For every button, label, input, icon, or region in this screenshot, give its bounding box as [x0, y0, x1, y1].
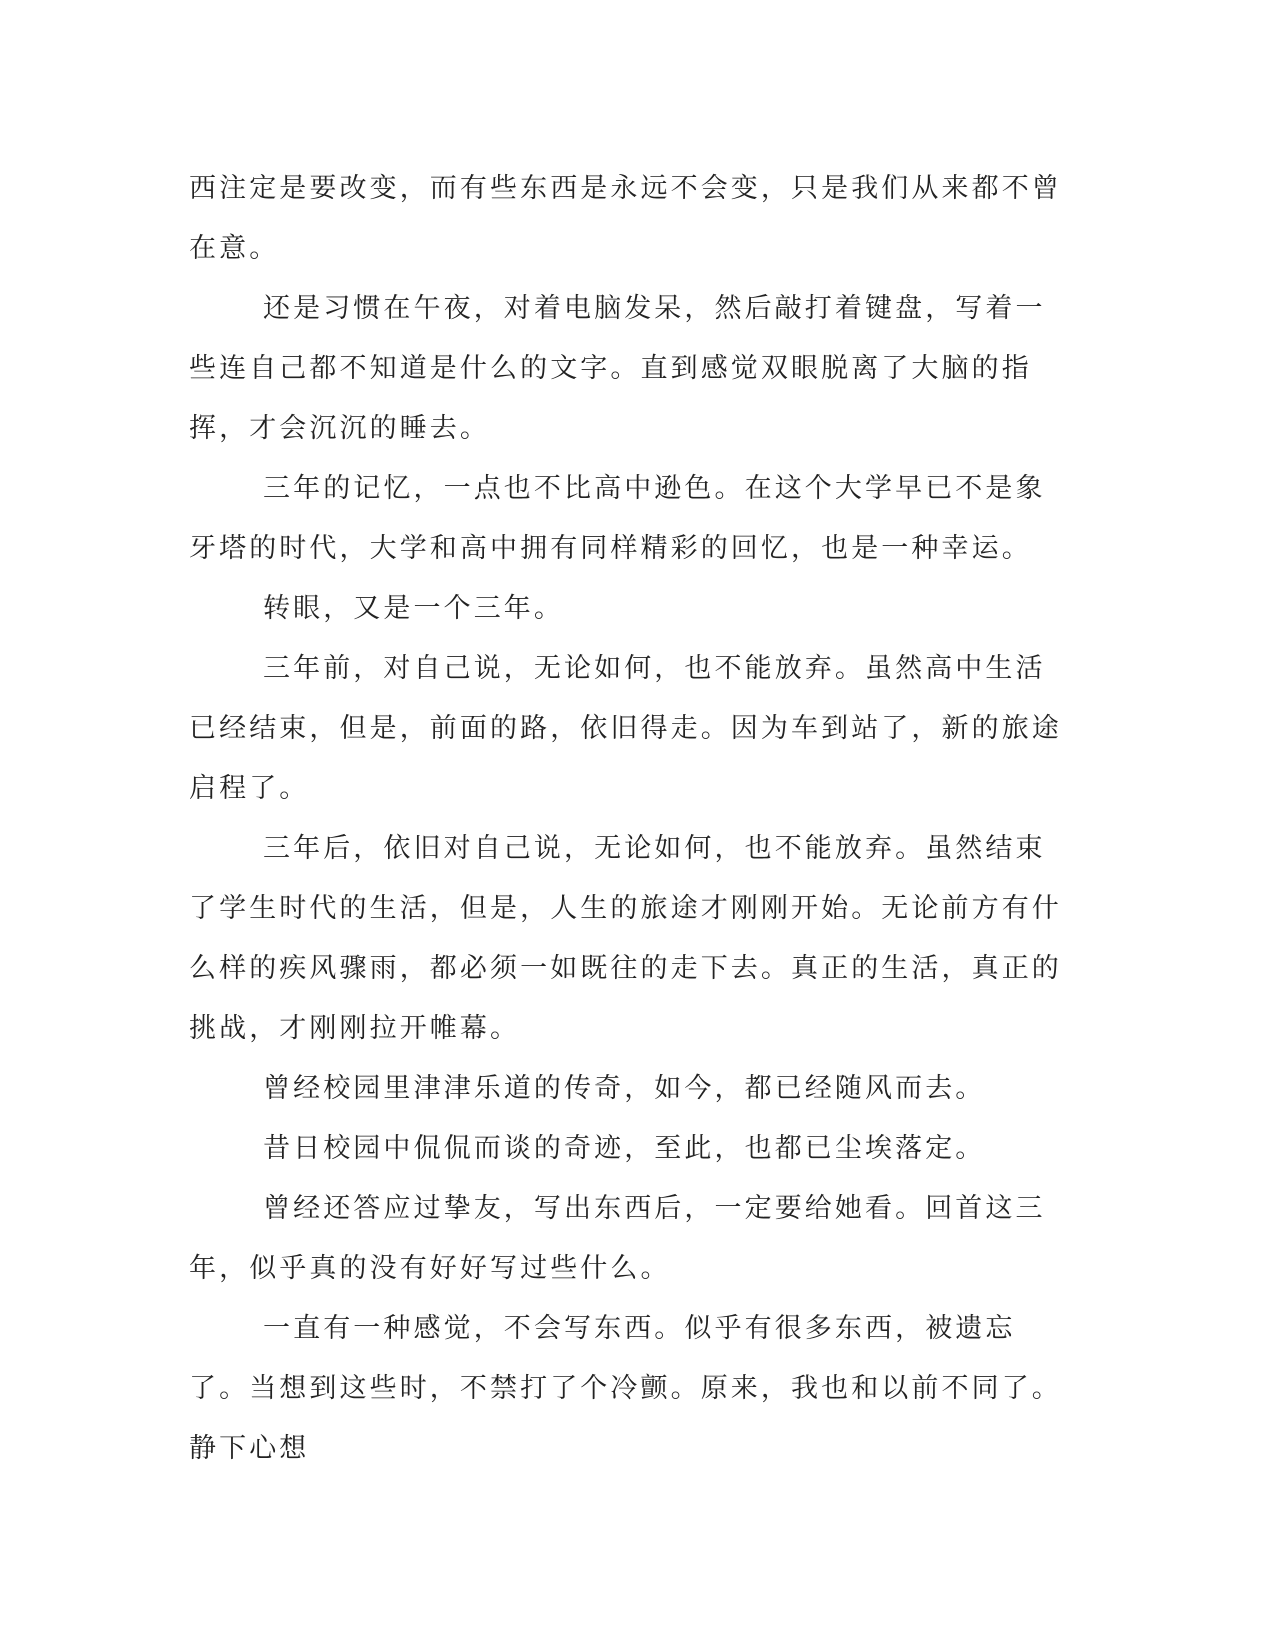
paragraph-5: 三年前，对自己说，无论如何，也不能放弃。虽然高中生活已经结束，但是，前面的路，依旧得走。因为车到站了，新的旅途启程了。 — [189, 653, 1062, 804]
paragraph-3: 三年的记忆，一点也不比高中逊色。在这个大学早已不是象牙塔的时代，大学和高中拥有同样精彩的回忆，也是一种幸运。 — [189, 473, 1046, 564]
paragraph-6: 三年后，依旧对自己说，无论如何，也不能放弃。虽然结束了学生时代的生活，但是，人生的旅途才刚刚开始。无论前方有什么样的疾风骤雨，都必须一如既往的走下去。真正的生活，真正的挑战，才刚刚拉开帷幕。 — [189, 833, 1062, 1044]
paragraph-9: 曾经还答应过挚友，写出东西后，一定要给她看。回首这三年，似乎真的没有好好写过些什么。 — [189, 1193, 1046, 1284]
paragraph-8: 昔日校园中侃侃而谈的奇迹，至此，也都已尘埃落定。 — [263, 1133, 986, 1164]
document-body — [189, 159, 1069, 1479]
paragraph-1: 西注定是要改变，而有些东西是永远不会变，只是我们从来都不曾在意。 — [189, 173, 1062, 264]
paragraph-4: 转眼，又是一个三年。 — [263, 593, 564, 624]
paragraph-7: 曾经校园里津津乐道的传奇，如今，都已经随风而去。 — [263, 1073, 986, 1104]
paragraph-10: 一直有一种感觉，不会写东西。似乎有很多东西，被遗忘了。当想到这些时，不禁打了个冷颤。原来，我也和以前不同了。静下心想 — [189, 1313, 1062, 1464]
paragraph-2: 还是习惯在午夜，对着电脑发呆，然后敲打着键盘，写着一些连自己都不知道是什么的文字。直到感觉双眼脱离了大脑的指挥，才会沉沉的睡去。 — [189, 293, 1046, 444]
